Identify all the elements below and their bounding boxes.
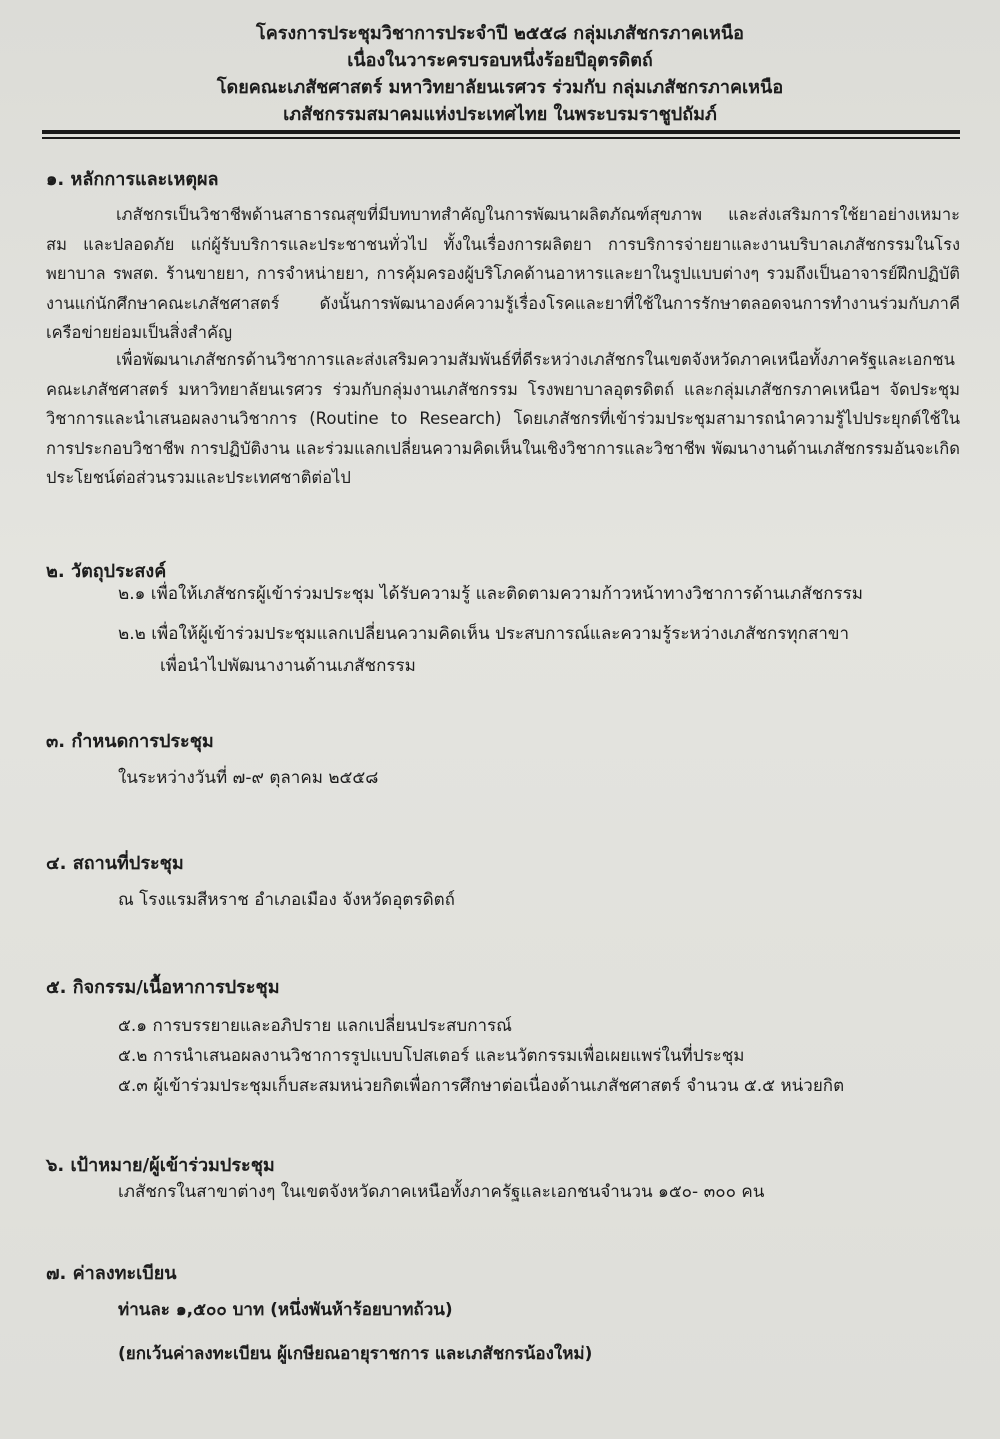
section-2-title: ๒. วัตถุประสงค์ xyxy=(46,561,167,582)
section-1-title: ๑. หลักการและเหตุผล xyxy=(46,169,219,190)
section-4-title: ๔. สถานที่ประชุม xyxy=(46,853,184,874)
fee-exception-note: (ยกเว้นค่าลงทะเบียน ผู้เกษียณอายุราชการ และเภสัชกรน้องใหม่) xyxy=(118,1344,593,1364)
activity-5-3: ๕.๓ ผู้เข้าร่วมประชุมเก็บสะสมหน่วยกิตเพื่อการศึกษาต่อเนื่องด้านเภสัชศาสตร์ จำนวน ๕.๕ หน่วยกิต xyxy=(118,1076,845,1096)
objective-2-2: ๒.๒ เพื่อให้ผู้เข้าร่วมประชุมแลกเปลี่ยนความคิดเห็น ประสบการณ์และความรู้ระหว่างเภสัชกรทุกสาขา xyxy=(118,624,850,644)
activity-5-2: ๕.๒ การนำเสนอผลงานวิชาการรูปแบบโปสเตอร์ และนวัตกรรมเพื่อเผยแพร่ในที่ประชุม xyxy=(118,1046,745,1066)
section-3-title: ๓. กำหนดการประชุม xyxy=(46,731,214,752)
section-5-title: ๕. กิจกรรม/เนื้อหาการประชุม xyxy=(46,977,280,998)
section-6-title: ๖. เป้าหมาย/ผู้เข้าร่วมประชุม xyxy=(46,1155,275,1176)
objective-2-1: ๒.๑ เพื่อให้เภสัชกรผู้เข้าร่วมประชุม ได้รับความรู้ และติดตามความก้าวหน้าทางวิชาการด้านเภสัชกรรม xyxy=(118,584,863,604)
target-participants: เภสัชกรในสาขาต่างๆ ในเขตจังหวัดภาคเหนือทั้งภาครัฐและเอกชนจำนวน ๑๕๐- ๓๐๐ คน xyxy=(118,1182,765,1202)
header-divider-thick xyxy=(42,130,960,134)
header-line-4: เภสัชกรรมสมาคมแห่งประเทศไทย ในพระบรมราชูปถัมภ์ xyxy=(283,104,717,125)
activity-5-1: ๕.๑ การบรรยายและอภิปราย แลกเปลี่ยนประสบการณ์ xyxy=(118,1016,512,1036)
meeting-venue: ณ โรงแรมสีหราช อำเภอเมือง จังหวัดอุตรดิตถ์ xyxy=(118,890,455,910)
meeting-date: ในระหว่างวันที่ ๗-๙ ตุลาคม ๒๕๕๘ xyxy=(118,768,379,788)
document-header xyxy=(0,20,1000,128)
section-7-title: ๗. ค่าลงทะเบียน xyxy=(46,1263,177,1284)
registration-fee: ท่านละ ๑,๕๐๐ บาท (หนึ่งพันห้าร้อยบาทถ้วน) xyxy=(118,1300,453,1320)
section-1-paragraph-1: เภสัชกรเป็นวิชาชีพด้านสาธารณสุขที่มีบทบาทสำคัญในการพัฒนาผลิตภัณฑ์สุขภาพ และส่งเสริมการใช้ยาอย่างเหมาะสม และปลอดภัย แก่ผู้รับบริการและประชาชนทั่วไป ทั้งในเรื่องการผลิตยา การบริการจ่ายยาและงานบริบาลเภสัชกรรมในโรงพยาบาล รพสต. ร้านขายยา, การจำหน่ายยา, การคุ้มครองผู้บริโภคด้านอาหารและยาในรูปแบบต่างๆ รวมถึงเป็นอาจารย์ฝึกปฏิบัติงานแก่นักศึกษาคณะเภสัชศาสตร์ ดังนั้นการพัฒนาองค์ความรู้เรื่องโรคและยาที่ใช้ในการรักษาตลอดจนการทำงานร่วมกับภาคีเครือข่ายย่อมเป็นสิ่งสำคัญ xyxy=(46,205,960,342)
header-line-2: เนื่องในวาระครบรอบหนึ่งร้อยปีอุตรดิตถ์ xyxy=(347,50,653,71)
header-line-1: โครงการประชุมวิชาการประจำปี ๒๕๕๘ กลุ่มเภสัชกรภาคเหนือ xyxy=(256,23,744,44)
header-divider-thin xyxy=(42,137,960,139)
section-1-paragraph-2: เพื่อพัฒนาเภสัชกรด้านวิชาการและส่งเสริมความสัมพันธ์ที่ดีระหว่างเภสัชกรในเขตจังหวัดภาคเหนือทั้งภาครัฐและเอกชน คณะเภสัชศาสตร์ มหาวิทยาลัยนเรศวร ร่วมกับกลุ่มงานเภสัชกรรม โรงพยาบาลอุตรดิตถ์ และกลุ่มเภสัชกรภาคเหนือฯ จัดประชุมวิชาการและนำเสนอผลงานวิชาการ (Routine to Research) โดยเภสัชกรที่เข้าร่วมประชุมสามารถนำความรู้ไปประยุกต์ใช้ในการประกอบวิชาชีพ การปฏิบัติงาน และร่วมแลกเปลี่ยนความคิดเห็นในเชิงวิชาการและวิชาชีพ พัฒนางานด้านเภสัชกรรมอันจะเกิดประโยชน์ต่อส่วนรวมและประเทศชาติต่อไป xyxy=(46,350,960,487)
objective-2-2-continued: เพื่อนำไปพัฒนางานด้านเภสัชกรรม xyxy=(160,656,416,676)
header-line-3: โดยคณะเภสัชศาสตร์ มหาวิทยาลัยนเรศวร ร่วมกับ กลุ่มเภสัชกรภาคเหนือ xyxy=(216,77,784,98)
